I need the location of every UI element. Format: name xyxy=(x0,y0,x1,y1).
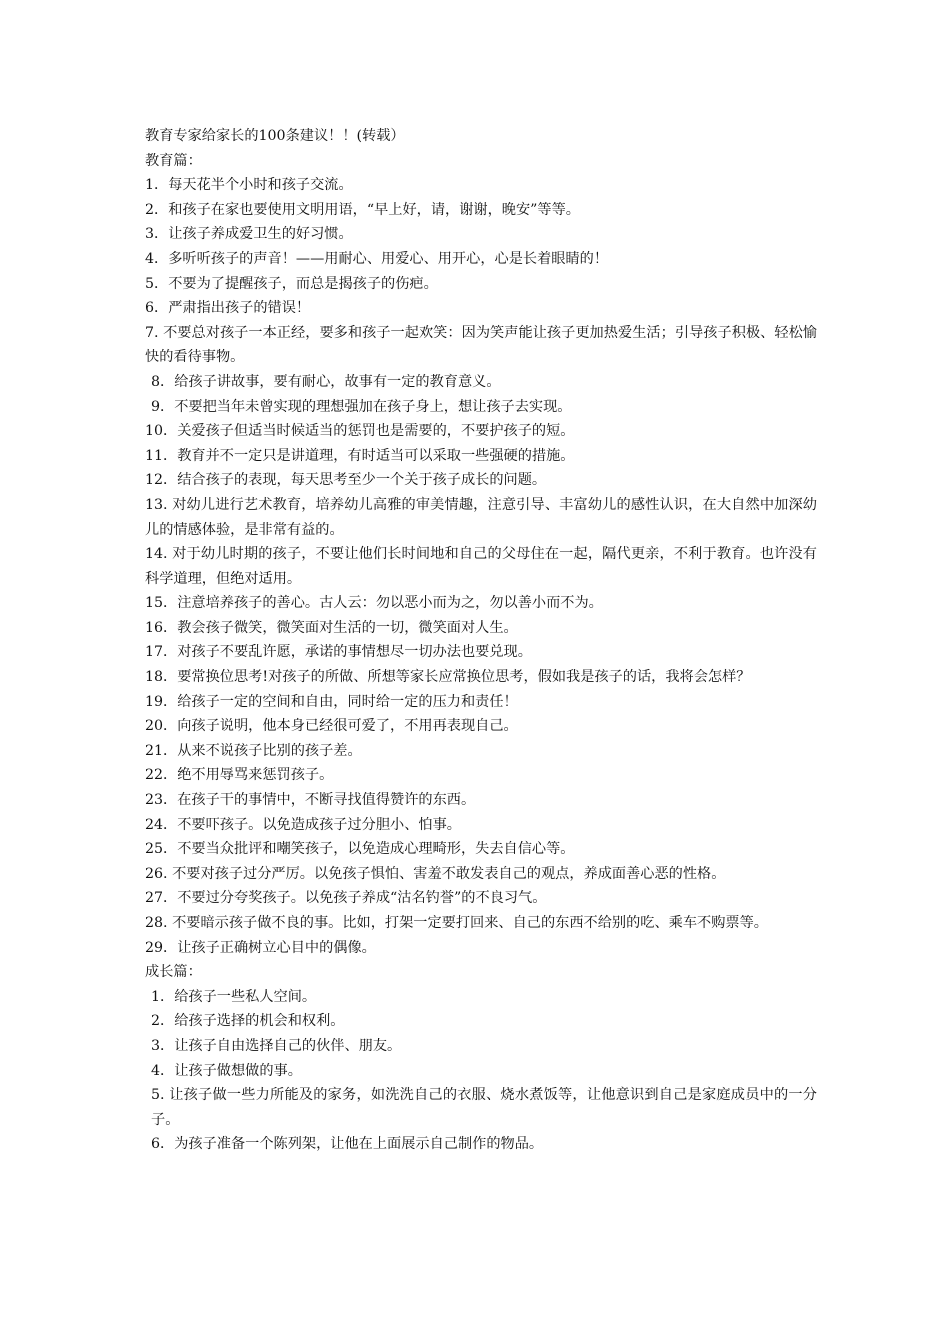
list-item: 11．教育并不一定只是讲道理，有时适当可以采取一些强硬的措施。 xyxy=(145,447,575,464)
list-item: 27．不要过分夸奖孩子。以免孩子养成“沽名钓誉”的不良习气。 xyxy=(145,890,547,907)
list-item: 3．让孩子自由选择自己的伙伴、朋友。 xyxy=(151,1037,402,1054)
list-item: 22．绝不用辱骂来惩罚孩子。 xyxy=(145,767,334,784)
list-item: 24．不要吓孩子。以免造成孩子过分胆小、怕事。 xyxy=(145,816,461,833)
list-item: 2．和孩子在家也要使用文明用语，“早上好，请，谢谢，晚安”等等。 xyxy=(145,201,580,218)
list-item: 19．给孩子一定的空间和自由，同时给一定的压力和责任！ xyxy=(145,693,518,710)
section-heading-growth: 成长篇： xyxy=(145,964,202,981)
list-item: 10．关爱孩子但适当时候适当的惩罚也是需要的，不要护孩子的短。 xyxy=(145,423,575,440)
list-item: 13. 对幼儿进行艺术教育，培养幼儿高雅的审美情趣，注意引导、丰富幼儿的感性认识，在大自然中加深幼儿的情感体验，是非常有益的。 xyxy=(145,496,817,538)
list-item: 1．给孩子一些私人空间。 xyxy=(151,988,317,1005)
document-page xyxy=(145,124,817,1157)
list-item: 5．不要为了提醒孩子，而总是揭孩子的伤疤。 xyxy=(145,275,438,292)
list-item: 4．让孩子做想做的事。 xyxy=(151,1062,302,1079)
list-item: 5. 让孩子做一些力所能及的家务，如洗洗自己的衣服、烧水煮饭等，让他意识到自己是家庭成员中的一分子。 xyxy=(151,1087,817,1128)
growth-list xyxy=(145,985,817,1157)
list-item: 9．不要把当年未曾实现的理想强加在孩子身上，想让孩子去实现。 xyxy=(151,398,572,415)
list-item: 26. 不要对孩子过分严厉。以免孩子惧怕、害羞不敢发表自己的观点，养成面善心恶的性格。 xyxy=(145,865,726,882)
list-item: 18．要常换位思考!对孩子的所做、所想等家长应常换位思考，假如我是孩子的话，我将会怎样？ xyxy=(145,669,751,686)
list-item: 12．结合孩子的表现，每天思考至少一个关于孩子成长的问题。 xyxy=(145,472,547,489)
list-item: 7. 不要总对孩子一本正经，要多和孩子一起欢笑：因为笑声能让孩子更加热爱生活；引导孩子积极、轻松愉快的看待事物。 xyxy=(145,324,817,366)
list-item: 1．每天花半个小时和孩子交流。 xyxy=(145,177,353,194)
list-item: 23．在孩子干的事情中，不断寻找值得赞许的东西。 xyxy=(145,792,476,809)
list-item: 20．向孩子说明，他本身已经很可爱了，不用再表现自己。 xyxy=(145,718,518,735)
list-item: 28. 不要暗示孩子做不良的事。比如，打架一定要打回来、自己的东西不给别的吃、乘车不购票等。 xyxy=(145,915,768,931)
list-item: 16．教会孩子微笑，微笑面对生活的一切，微笑面对人生。 xyxy=(145,619,518,636)
list-item: 6．为孩子准备一个陈列架，让他在上面展示自己制作的物品。 xyxy=(151,1136,544,1153)
list-item: 14. 对于幼儿时期的孩子，不要让他们长时间地和自己的父母住在一起，隔代更亲，不利于教育。也许没有科学道理，但绝对适用。 xyxy=(145,546,817,587)
list-item: 29．让孩子正确树立心目中的偶像。 xyxy=(145,939,376,956)
list-item: 25．不要当众批评和嘲笑孩子，以免造成心理畸形，失去自信心等。 xyxy=(145,841,575,858)
document-title: 教育专家给家长的100条建议！！(转载） xyxy=(145,128,405,144)
list-item: 2．给孩子选择的机会和权利。 xyxy=(151,1013,345,1030)
list-item: 15．注意培养孩子的善心。古人云：勿以恶小而为之，勿以善小而不为。 xyxy=(145,595,603,612)
list-item: 4．多听听孩子的声音！——用耐心、用爱心、用开心，心是长着眼睛的！ xyxy=(145,250,609,267)
list-item: 8．给孩子讲故事，要有耐心，故事有一定的教育意义。 xyxy=(151,373,501,390)
list-item: 17．对孩子不要乱许愿，承诺的事情想尽一切办法也要兑现。 xyxy=(145,644,532,661)
list-item: 21．从来不说孩子比别的孩子差。 xyxy=(145,742,362,759)
section-heading-education: 教育篇： xyxy=(145,152,202,169)
list-item: 3．让孩子养成爱卫生的好习惯。 xyxy=(145,226,353,243)
education-list xyxy=(145,173,817,960)
list-item: 6．严肃指出孩子的错误！ xyxy=(145,300,311,317)
